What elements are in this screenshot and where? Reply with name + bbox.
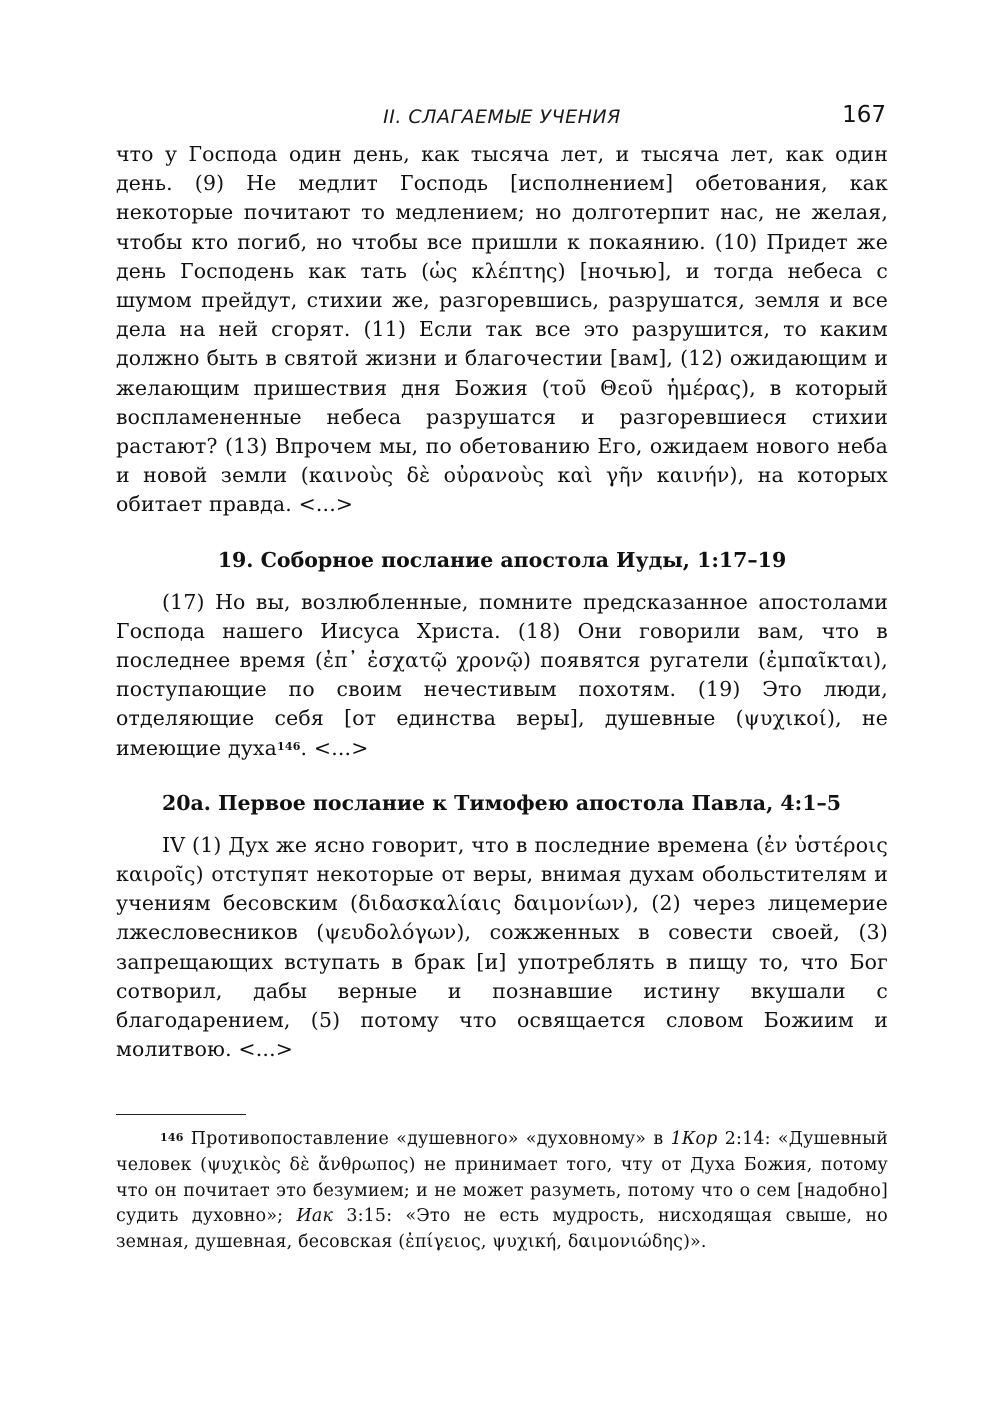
footnote-text-2: 2:14: «Душевный человек (ψυχικὸς δὲ ἄνθρωπος) не принимает того, чту от Духа Божия, потому что он почитает это безумием; и не может разуметь, потому что о сем [надобно] судить духовно»; — [116, 1129, 888, 1227]
footnote-ref-jas: Иак — [296, 1206, 334, 1227]
footnote-text-1: Противопоставление «душевного» «духовному» в — [183, 1129, 671, 1150]
book-page — [116, 96, 888, 1255]
footnote-ref-1cor: 1Кор — [670, 1129, 718, 1150]
section-heading-timothy: 20а. Первое послание к Тимофею апостола Павла, 4:1–5 — [162, 790, 841, 815]
footnote-text-3: 3:15: «Это не есть мудрость, нисходящая свыше, но земная, душевная, бесовская (ἐπίγειος, ψυχική, δαιμονιώδης)». — [116, 1206, 888, 1252]
footnote — [116, 1127, 888, 1255]
footnote-number: 146 — [160, 1131, 184, 1145]
footnote-reference: 146 — [276, 739, 301, 753]
footnote-separator — [116, 1114, 246, 1115]
paragraph-jude — [116, 588, 888, 763]
section-heading-jude: 19. Соборное послание апостола Иуды, 1:17–19 — [217, 547, 787, 572]
page-header — [116, 96, 888, 140]
page-number: 167 — [842, 102, 886, 128]
paragraph-jude-tail: . <...> — [300, 735, 369, 760]
paragraph-continuation: что у Господа один день, как тысяча лет, и тысяча лет, как один день. (9) Не медлит Господь [исполнением] обетования, как некоторые почитают то медлением; но долготерпит нас, не желая, чтобы кто погиб, но чтобы все пришли к покаянию. (10) Придет же день Господень как тать (ὡς κλέπτης) [ночью], и тогда небеса с шумом прейдут, стихии же, разгоревшись, разрушатся, земля и все дела на ней сгорят. (11) Если так все это разрушится, то каким должно быть в святой жизни и благочестии [вам], (12) ожидающим и желающим пришествия дня Божия (τοῦ Θεοῦ ἡμέρας), в который воспламененные небеса разрушатся и разгоревшиеся стихии растают? (13) Впрочем мы, по обетованию Его, ожидаем нового неба и новой земли (καινοὺς δὲ οὐρανοὺς καὶ γῆν καινήν), на которых обитает правда. <...> — [116, 142, 888, 517]
paragraph-jude-text: (17) Но вы, возлюбленные, помните предсказанное апостолами Господа нашего Иисуса Христа. (18) Они говорили вам, что в последнее время (ἐπ᾽ ἐσχατῷ χρονῷ) появятся ругатели (ἐμπαῖκται), поступающие по своим нечестивым похотям. (19) Это люди, отделяющие себя [от единства веры], душевные (ψυχικοί), не имеющие духа — [116, 589, 888, 760]
paragraph-timothy: IV (1) Дух же ясно говорит, что в последние времена (ἐν ὑστέροις καιροῖς) отступят некоторые от веры, внимая духам обольстителям и учениям бесовским (διδασκαλίαις δαιμονίων), (2) через лицемерие лжесловесников (ψευδολόγων), сожженных в совести своей, (3) запрещающих вступать в брак [и] употреблять в пищу то, что Бог сотворил, дабы верные и познавшие истину вкушали с благодарением, (5) потому что освящается словом Божиим и молитвою. <...> — [116, 832, 888, 1062]
running-head: II. СЛАГАЕМЫЕ УЧЕНИЯ — [383, 106, 621, 128]
